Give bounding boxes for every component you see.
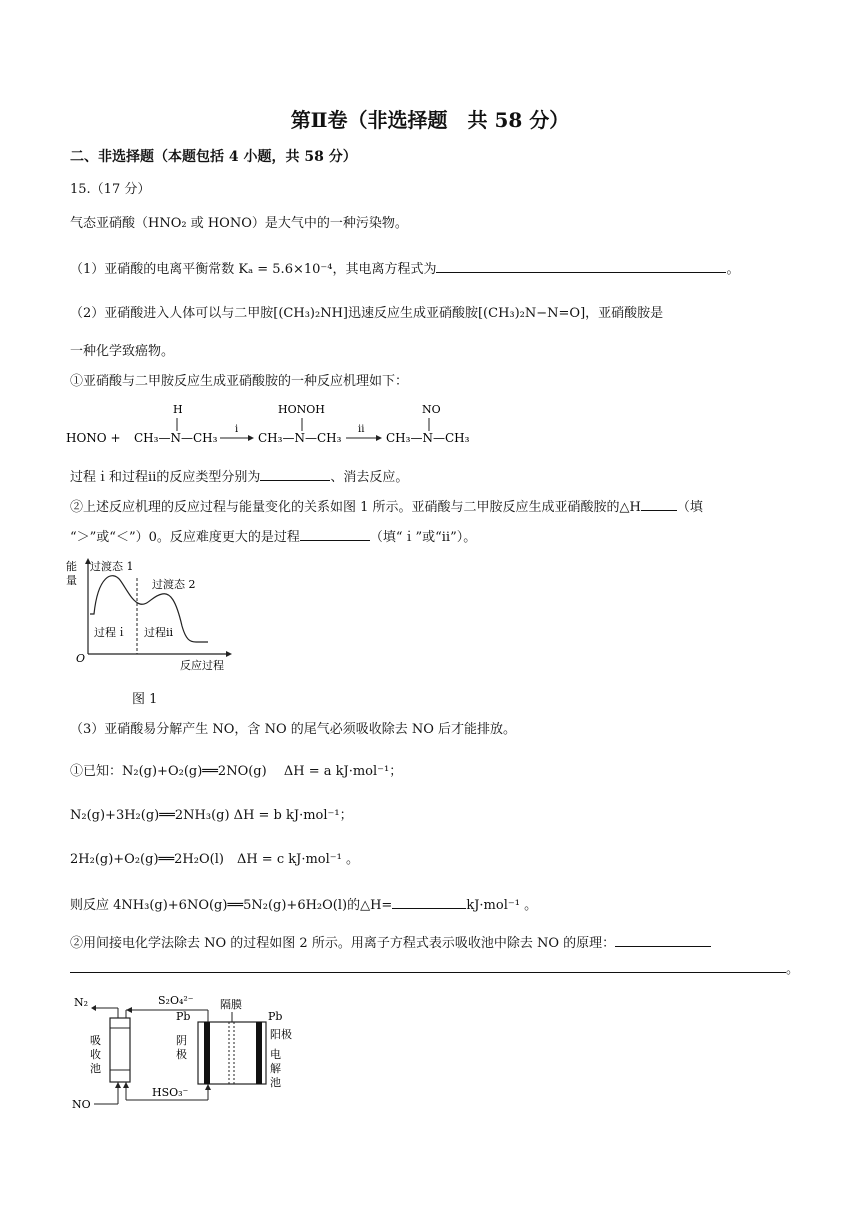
q1-answer-blank[interactable]: [436, 258, 726, 273]
section-title: 第Ⅱ卷（非选择题 共 58 分）: [290, 108, 570, 132]
q2-sub2-line2: [70, 526, 476, 545]
q2-line2: 一种化学致癌物。: [70, 344, 175, 359]
mech-arrow2-head: [376, 435, 382, 441]
fig2-cathode-2: 极: [176, 1048, 187, 1061]
fig2-anode-label: 阳极: [270, 1028, 292, 1041]
fig2-s2o4: S₂O₄²⁻: [158, 994, 194, 1007]
fig1-ts1: 过渡态 1: [90, 560, 134, 573]
fig1-y-label-1: 能: [66, 560, 77, 573]
fig1-proc1: 过程ｉ: [94, 626, 127, 639]
fig2-top-arrow-head: [126, 1007, 132, 1013]
q2-sub2-line1-b: （填: [676, 500, 703, 515]
fig2-cell-3: 池: [270, 1076, 281, 1089]
q3-sub2-blank2[interactable]: [70, 958, 786, 973]
fig1-origin: O: [76, 652, 86, 665]
fig1-x-label: 反应过程: [180, 659, 224, 672]
question-intro: 气态亚硝酸（HNO₂ 或 HONO）是大气中的一种污染物。: [70, 216, 408, 231]
fig2-no-arrow-head: [115, 1082, 121, 1088]
q3-ask-a: 则反应 4NH₃(g)+6NO(g)══5N₂(g)+6H₂O(l)的△H=: [70, 898, 393, 913]
fig2-n2: N₂: [74, 996, 89, 1009]
figure2-electrochem-diagram: [66, 984, 316, 1114]
q2-sub2-line2-a: “＞”或“＜”）0。反应难度更大的是过程: [70, 530, 300, 545]
mech-intermediate: CH₃—N—CH₃: [258, 431, 342, 445]
fig1-y-label-2: 量: [66, 574, 77, 587]
q3-sub2-line1: [70, 932, 711, 951]
q2-sub1-question-a: 过程ｉ和过程ⅱ的反应类型分别为: [70, 470, 261, 485]
q2-sub2-line1: [70, 496, 703, 515]
q3-ask: [70, 894, 537, 913]
q2-sub2-line2-b: （填“ｉ”或“ⅱ”）。: [369, 530, 477, 545]
fig2-membrane-label: 隔膜: [220, 998, 242, 1011]
q2-sub2-line1-a: ②上述反应机理的反应过程与能量变化的关系如图 1 所示。亚硝酸与二甲胺反应生成亚硝酸胺的△H: [70, 500, 641, 515]
fig2-no: NO: [72, 1098, 91, 1111]
q2-sub2-blank-dh[interactable]: [641, 496, 677, 511]
fig2-pb-left: Pb: [176, 1010, 191, 1023]
fig1-proc2: 过程ⅱ: [144, 626, 174, 639]
mech-amine: CH₃—N—CH₃: [134, 431, 218, 445]
question-number: 15.（17 分）: [70, 182, 151, 197]
mech-intermediate-top: HONOH: [278, 403, 325, 416]
fig2-absorber-1: 吸: [90, 1034, 101, 1047]
fig2-anode-plate: [256, 1022, 262, 1084]
q3-eq1: ①已知：N₂(g)+O₂(g)══2NO(g) ΔH = a kJ·mol⁻¹；: [70, 764, 403, 779]
reaction-mechanism: [60, 398, 490, 454]
q2-line1: （2）亚硝酸进入人体可以与二甲胺[(CH₃)₂NH]迅速反应生成亚硝酸胺[(CH₃)₂N−N=O]，亚硝酸胺是: [70, 306, 664, 321]
mech-amine-top: H: [173, 403, 183, 416]
q2-sub2-blank-process[interactable]: [300, 526, 370, 541]
q1-suffix: 。: [726, 262, 740, 277]
q3-sub2-text: ②用间接电化学法除去 NO 的过程如图 2 所示。用离子方程式表示吸收池中除去 NO 的原理：: [70, 936, 616, 951]
fig2-cathode-plate: [204, 1022, 210, 1084]
mech-arrow1-head: [248, 435, 254, 441]
q2-sub1-question: [70, 466, 408, 485]
q1-prefix: （1）亚硝酸的电离平衡常数 Kₐ = 5.6×10⁻⁴，其电离方程式为: [70, 262, 437, 277]
fig1-ts2: 过渡态 2: [152, 578, 196, 591]
mech-product: CH₃—N—CH₃: [386, 431, 470, 445]
part-heading: 二、非选择题（本题包括 4 小题，共 58 分）: [70, 149, 357, 165]
fig2-cell-2: 解: [270, 1062, 281, 1075]
q3-sub2-end: 。: [786, 962, 800, 977]
mech-arrow1-label: i: [235, 424, 239, 435]
q3-ask-b: kJ·mol⁻¹ 。: [466, 898, 538, 913]
q3-sub2-blank1[interactable]: [615, 932, 711, 947]
fig2-bottom-arrow-head2: [205, 1084, 211, 1090]
figure1-caption: 图 1: [132, 692, 158, 707]
fig2-absorber-3: 池: [90, 1062, 101, 1075]
fig2-hso3: HSO₃⁻: [152, 1086, 189, 1099]
fig2-n2-arrow-head: [91, 1005, 96, 1011]
fig2-cell-1: 电: [270, 1048, 281, 1061]
q3-eq2: N₂(g)+3H₂(g)══2NH₃(g) ΔH = b kJ·mol⁻¹；: [70, 808, 353, 823]
mech-product-top: NO: [422, 403, 441, 416]
q2-sub1-question-b: 、消去反应。: [330, 470, 409, 485]
q3-intro: （3）亚硝酸易分解产生 NO，含 NO 的尾气必须吸收除去 NO 后才能排放。: [70, 722, 517, 737]
fig2-cathode-1: 阴: [176, 1034, 187, 1047]
figure1-energy-diagram: [64, 556, 244, 676]
q2-sub1-blank[interactable]: [260, 466, 330, 481]
q3-dh-blank[interactable]: [392, 894, 466, 909]
fig1-x-axis-arrow: [226, 651, 232, 657]
fig2-absorber-2: 收: [90, 1048, 101, 1061]
q2-sub1-title: ①亚硝酸与二甲胺反应生成亚硝酸胺的一种反应机理如下：: [70, 374, 409, 389]
mech-reactant1: HONO +: [66, 431, 121, 445]
q1-line: [70, 258, 740, 277]
mech-arrow2-label: ii: [358, 424, 365, 435]
q3-eq3: 2H₂(g)+O₂(g)══2H₂O(l) ΔH = c kJ·mol⁻¹ 。: [70, 852, 359, 867]
q3-sub2-line2: [70, 958, 799, 977]
fig2-pb-right: Pb: [268, 1010, 283, 1023]
fig2-bottom-arrow-head: [123, 1082, 129, 1088]
